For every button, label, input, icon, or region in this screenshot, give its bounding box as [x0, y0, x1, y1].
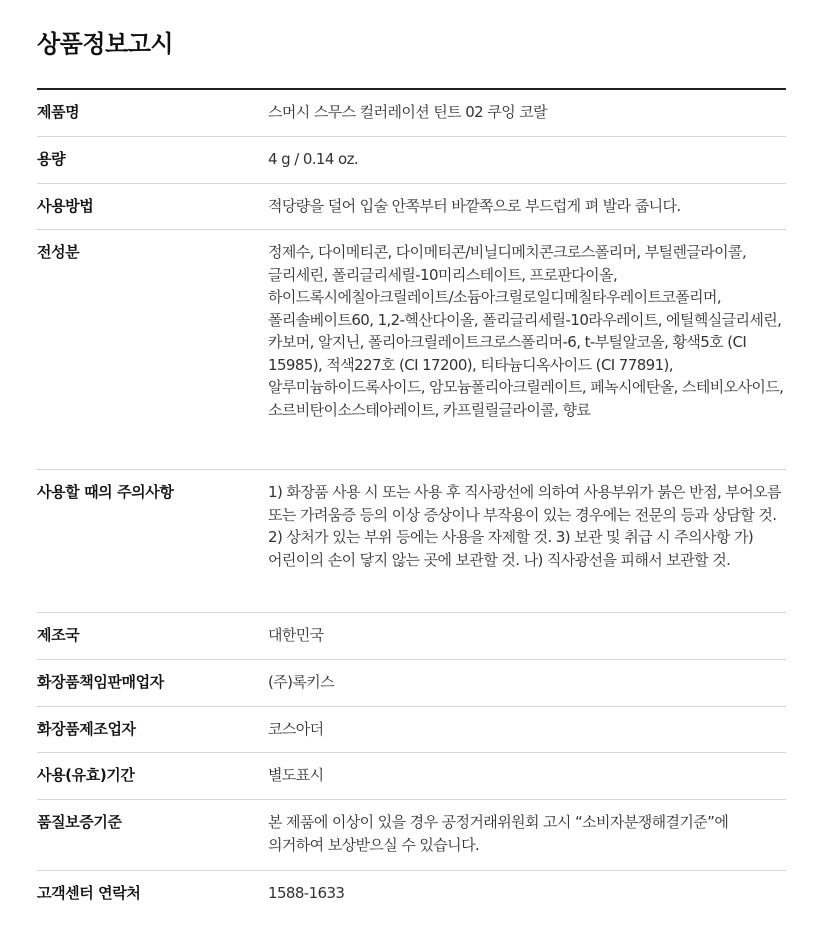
row-value: 4 g / 0.14 oz.	[268, 150, 359, 168]
row-label: 사용할 때의 주의사항	[37, 483, 174, 501]
page-title: 상품정보고시	[37, 30, 174, 58]
row-label: 사용방법	[37, 197, 94, 215]
row-quality-guarantee	[37, 800, 786, 871]
row-value: (주)록키스	[268, 673, 335, 691]
row-label: 화장품제조업자	[37, 720, 136, 738]
row-expiry	[37, 753, 786, 800]
row-country	[37, 613, 786, 660]
row-label: 화장품책임판매업자	[37, 673, 164, 691]
row-value: 1) 화장품 사용 시 또는 사용 후 직사광선에 의하여 사용부위가 붉은 반점, 부어오름 또는 가려움증 등의 이상 증상이나 부작용이 있는 경우에는 전문의 등과 상담할 것. 2) 상처가 있는 부위 등에는 사용을 자제할 것. 3) 보관 및 취급 시 주의사항 가) 어린이의 손이 닿지 않는 곳에 보관할 것. 나) 직사광선을 피해서 보관할 것.	[268, 483, 781, 569]
row-manufacturer	[37, 707, 786, 753]
row-value: 1588-1633	[268, 884, 345, 902]
row-label: 용량	[37, 150, 66, 168]
row-value: 대한민국	[268, 626, 324, 644]
row-value: 적당량을 덜어 입술 안쪽부터 바깥쪽으로 부드럽게 펴 발라 줍니다.	[268, 197, 681, 215]
row-product-name	[37, 90, 786, 137]
product-info-table	[37, 88, 786, 918]
row-label: 품질보증기준	[37, 813, 122, 831]
row-value: 코스아더	[268, 720, 324, 738]
row-precautions	[37, 470, 786, 613]
row-label: 제조국	[37, 626, 80, 644]
row-label: 전성분	[37, 243, 80, 261]
row-label: 제품명	[37, 103, 80, 121]
row-value: 스머시 스무스 컬러레이션 틴트 02 쿠잉 코랄	[268, 103, 548, 121]
row-seller	[37, 660, 786, 707]
row-label: 사용(유효)기간	[37, 766, 135, 784]
row-value: 본 제품에 이상이 있을 경우 공정거래위원회 고시 “소비자분쟁해결기준”에 의거하여 보상받으실 수 있습니다.	[268, 813, 729, 854]
row-ingredients	[37, 230, 786, 470]
row-customer-center	[37, 871, 786, 918]
row-label: 고객센터 연락처	[37, 884, 141, 902]
row-value: 정제수, 다이메티콘, 다이메티콘/비닐디메치콘크로스폴리머, 부틸렌글라이콜, 글리세린, 폴리글리세릴-10미리스테이트, 프로판다이올, 하이드록시에칠아크릴레이트/소듐아크릴로일디메칠타우레이트코폴리머, 폴리솔베이트60, 1,2-헥산다이올, 폴리글리세릴-10라우레이트, 에틸헥실글리세린, 카보머, 알지닌, 폴리아크릴레이트크로스폴리머-6, t-부틸알코올, 황색5호 (CI 15985), 적색227호 (CI 17200), 티타늄디옥사이드 (CI 77891), 알루미늄하이드록사이드, 암모늄폴리아크릴레이트, 페녹시에탄올, 스테비오사이드, 소르비탄이소스테아레이트, 카프릴릴글라이콜, 향료	[268, 243, 784, 419]
row-volume	[37, 137, 786, 184]
row-usage	[37, 184, 786, 230]
row-value: 별도표시	[268, 766, 324, 784]
